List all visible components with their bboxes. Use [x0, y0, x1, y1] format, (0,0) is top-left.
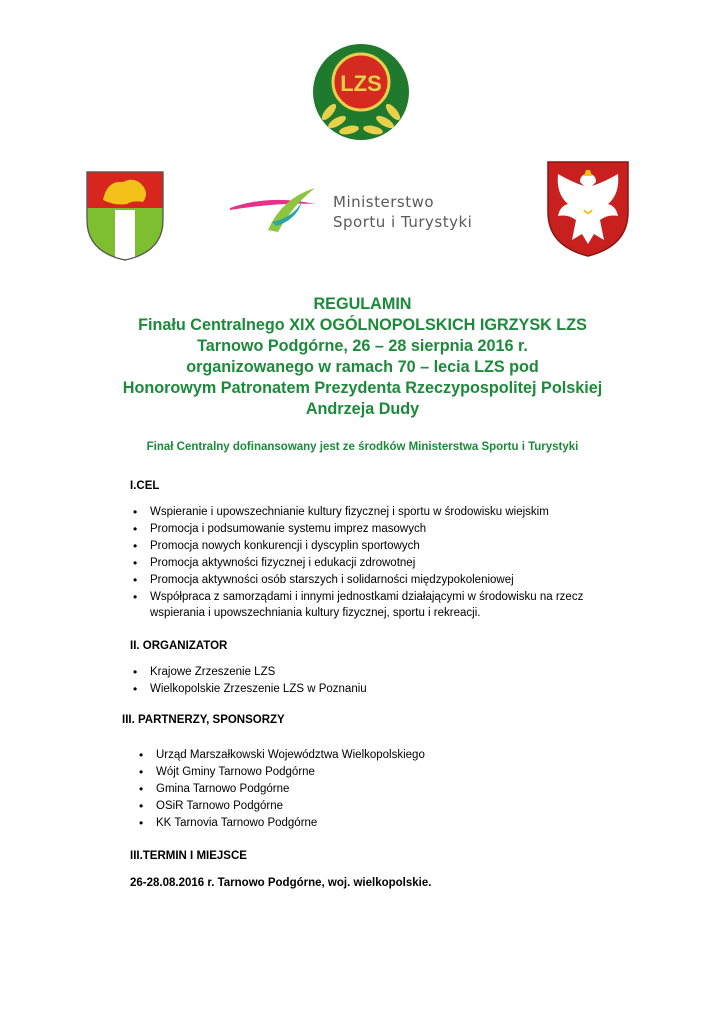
- list-item: • Promocja i podsumowanie systemu imprez masowych: [130, 521, 583, 538]
- wielkopolska-coat-of-arms: [546, 160, 630, 258]
- title-line: Andrzeja Dudy: [305, 400, 420, 418]
- list-item: • Wójt Gminy Tarnowo Podgórne: [136, 764, 425, 781]
- ministry-line-1: Ministerstwo: [333, 193, 435, 211]
- list-item: • Promocja nowych konkurencji i dyscyplin sportowych: [130, 538, 583, 555]
- organizator-list: [130, 664, 367, 698]
- list-item: • Promocja aktywności fizycznej i edukacji zdrowotnej: [130, 555, 583, 572]
- list-item: • Krajowe Zrzeszenie LZS: [130, 664, 367, 681]
- section-heading-organizator: II. ORGANIZATOR: [130, 640, 228, 652]
- funding-note: Finał Centralny dofinansowany jest ze środków Ministerstwa Sportu i Turystyki: [146, 441, 579, 453]
- section-heading-cel: I.CEL: [130, 480, 160, 492]
- list-item: • Wielkopolskie Zrzeszenie LZS w Poznaniu: [130, 681, 367, 698]
- lzs-logo: [311, 42, 411, 142]
- list-item: • KK Tarnovia Tarnowo Podgórne: [136, 815, 425, 832]
- cel-list: [130, 504, 583, 606]
- partnerzy-list: [136, 747, 425, 832]
- list-item: • Współpraca z samorządami i innymi jednostkami działającymi w środowisku na rzecz: [130, 589, 583, 606]
- title-line: organizowanego w ramach 70 – lecia LZS pod: [186, 358, 539, 376]
- title-line: Finału Centralnego XIX OGÓLNOPOLSKICH IGRZYSK LZS: [138, 316, 587, 334]
- lzs-logo-text: LZS: [340, 71, 382, 96]
- tarnowo-coat-of-arms: [85, 170, 165, 262]
- section-heading-partnerzy: III. PARTNERZY, SPONSORZY: [122, 714, 285, 726]
- ministry-logo-text: [333, 192, 472, 232]
- title-line: REGULAMIN: [313, 295, 412, 313]
- event-date-place: 26-28.08.2016 r. Tarnowo Podgórne, woj. wielkopolskie.: [130, 877, 432, 889]
- title-line: Honorowym Patronatem Prezydenta Rzeczypospolitej Polskiej: [122, 379, 603, 397]
- list-item: • Urząd Marszałkowski Województwa Wielkopolskiego: [136, 747, 425, 764]
- section-heading-termin: III.TERMIN I MIEJSCE: [130, 850, 247, 862]
- list-item: • Promocja aktywności osób starszych i solidarności międzypokoleniowej: [130, 572, 583, 589]
- list-item: • Gmina Tarnowo Podgórne: [136, 781, 425, 798]
- list-item-continuation: wspierania i upowszechniania kultury fizycznej, sportu i rekreacji.: [150, 607, 481, 619]
- ministry-line-2: Sportu i Turystyki: [333, 213, 473, 231]
- list-item: • Wspieranie i upowszechnianie kultury fizycznej i sportu w środowisku wiejskim: [130, 504, 583, 521]
- document-title: [0, 294, 725, 420]
- list-item: • OSiR Tarnowo Podgórne: [136, 798, 425, 815]
- title-line: Tarnowo Podgórne, 26 – 28 sierpnia 2016 r.: [197, 337, 528, 355]
